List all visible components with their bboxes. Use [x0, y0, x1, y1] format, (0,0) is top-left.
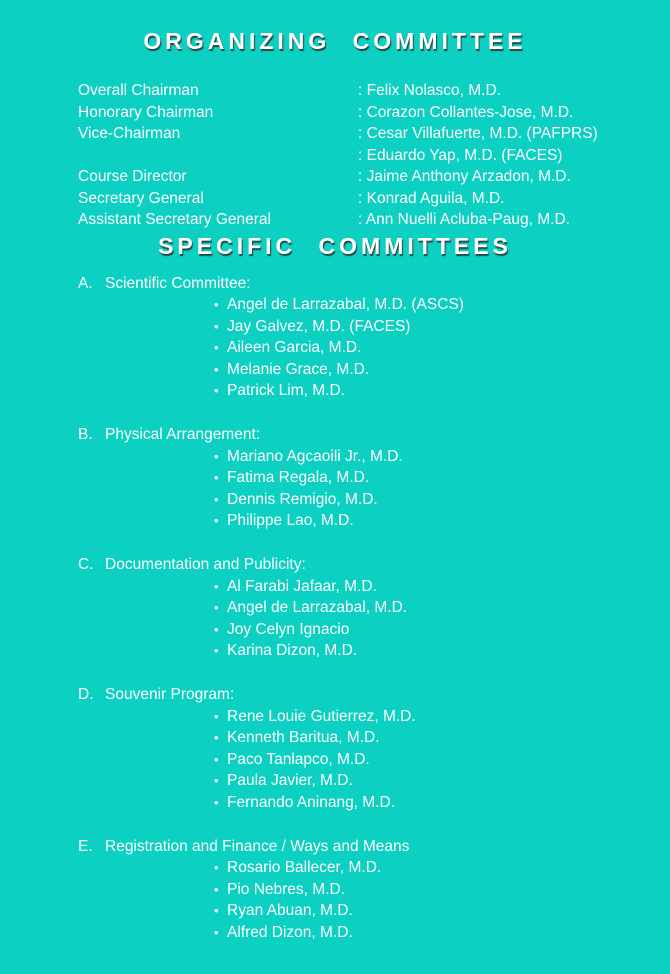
member-name: Al Farabi Jafaar, M.D. [227, 577, 377, 595]
member-name: Kenneth Baritua, M.D. [227, 729, 380, 746]
member-item [78, 380, 670, 402]
organizing-committee-title: ORGANIZING COMMITTEE [143, 28, 527, 54]
committee-entry: : Jaime Anthony Arzadon, M.D. [358, 168, 571, 185]
section-letter: D. [78, 686, 94, 703]
member-name: Ryan Abuan, M.D. [227, 902, 353, 919]
bullet-icon: • [214, 621, 219, 637]
committee-entry: : Ann Nuelli Acluba-Paug, M.D. [358, 211, 570, 228]
section-heading: Scientific Committee: [105, 274, 251, 292]
member-item [78, 467, 670, 489]
member-name: Philippe Lao, M.D. [227, 512, 354, 529]
member-name: Aileen Garcia, M.D. [227, 339, 362, 356]
section-letter: A. [78, 274, 93, 292]
member-name: Angel de Larrazabal, M.D. [227, 599, 408, 616]
committee-section [78, 836, 670, 944]
committee-role: Secretary General [78, 189, 204, 207]
committee-entry: : Konrad Aguila, M.D. [358, 189, 505, 207]
committee-row [78, 102, 670, 124]
committee-row [78, 80, 670, 102]
bullet-icon: • [214, 318, 219, 334]
member-name: Karina Dizon, M.D. [227, 642, 358, 659]
bullet-icon: • [214, 708, 219, 724]
member-name: Pio Nebres, M.D. [227, 880, 346, 898]
bullet-icon: • [214, 903, 219, 918]
member-list [78, 706, 670, 814]
member-item [78, 749, 670, 771]
member-item [78, 770, 670, 792]
member-name: Rosario Ballecer, M.D. [227, 859, 382, 876]
member-list [78, 576, 670, 662]
member-item [78, 922, 670, 944]
committee-role: Assistant Secretary General [78, 211, 271, 228]
committee-role: Course Director [78, 168, 187, 185]
bullet-icon: • [214, 643, 219, 658]
bullet-icon: • [214, 470, 219, 485]
section-heading-row [78, 424, 670, 446]
committee-row [78, 123, 670, 145]
member-list [78, 446, 670, 532]
committee-role: Honorary Chairman [78, 103, 214, 121]
bullet-icon: • [214, 340, 219, 355]
member-item [78, 359, 670, 381]
member-item [78, 294, 670, 316]
bullet-icon: • [214, 448, 219, 464]
bullet-icon: • [214, 924, 219, 940]
member-item [78, 857, 670, 879]
section-heading: Documentation and Publicity: [105, 556, 306, 573]
member-name: Joy Celyn Ignacio [227, 620, 350, 638]
member-item [78, 879, 670, 901]
bullet-icon: • [214, 730, 219, 745]
member-name: Alfred Dizon, M.D. [227, 923, 353, 941]
bullet-icon: • [214, 860, 219, 875]
member-name: Fatima Regala, M.D. [227, 469, 370, 486]
member-name: Paula Javier, M.D. [227, 772, 353, 789]
bullet-icon: • [214, 491, 219, 507]
member-name: Fernando Aninang, M.D. [227, 793, 396, 811]
committee-entry: : Felix Nolasco, M.D. [358, 82, 501, 99]
member-item [78, 706, 670, 728]
member-item [78, 597, 670, 619]
committee-section [78, 684, 670, 813]
committee-role: Vice-Chairman [78, 125, 181, 142]
committee-entry: : Cesar Villafuerte, M.D. (PAFPRS) [358, 125, 598, 142]
section-heading-row [78, 554, 670, 576]
bullet-icon: • [214, 751, 219, 767]
member-item [78, 900, 670, 922]
committee-role [78, 145, 358, 167]
committee-section [78, 554, 670, 662]
bullet-icon: • [214, 773, 219, 788]
member-list [78, 857, 670, 943]
section-heading-row [78, 836, 670, 858]
bullet-icon: • [214, 578, 219, 594]
member-name: Patrick Lim, M.D. [227, 382, 345, 399]
section-letter: C. [78, 556, 94, 573]
member-item [78, 446, 670, 468]
member-name: Dennis Remigio, M.D. [227, 490, 378, 508]
member-item [78, 792, 670, 814]
bullet-icon: • [214, 881, 219, 897]
member-name: Mariano Agcaoili Jr., M.D. [227, 447, 403, 465]
member-item [78, 489, 670, 511]
section-heading: Registration and Finance / Ways and Means [105, 837, 410, 855]
organizing-committee-list [78, 80, 670, 231]
committee-row [78, 188, 670, 210]
bullet-icon: • [214, 361, 219, 377]
bullet-icon: • [214, 600, 219, 615]
committee-section [78, 273, 670, 402]
member-name: Rene Louie Gutierrez, M.D. [227, 707, 416, 725]
member-name: Paco Tanlapco, M.D. [227, 750, 370, 768]
committee-row [78, 166, 670, 188]
section-heading-row [78, 273, 670, 295]
member-name: Angel de Larrazabal, M.D. (ASCS) [227, 296, 464, 313]
member-item [78, 576, 670, 598]
committee-entry: : Corazon Collantes-Jose, M.D. [358, 103, 574, 121]
bullet-icon: • [214, 794, 219, 810]
member-item [78, 510, 670, 532]
member-name: Melanie Grace, M.D. [227, 360, 370, 378]
section-heading: Physical Arrangement: [105, 426, 261, 443]
bullet-icon: • [214, 383, 219, 398]
specific-committees-sections [78, 273, 670, 944]
member-list [78, 294, 670, 402]
bullet-icon: • [214, 513, 219, 528]
member-item [78, 640, 670, 662]
committee-entry: : Eduardo Yap, M.D. (FACES) [358, 146, 563, 164]
committee-row [78, 209, 670, 231]
member-item [78, 337, 670, 359]
member-item [78, 316, 670, 338]
member-item [78, 619, 670, 641]
member-name: Jay Galvez, M.D. (FACES) [227, 317, 411, 335]
section-letter: E. [78, 837, 93, 855]
specific-committees-title: SPECIFIC COMMITTEES [158, 232, 512, 259]
committee-section [78, 424, 670, 532]
member-item [78, 727, 670, 749]
section-letter: B. [78, 426, 93, 443]
section-heading: Souvenir Program: [105, 686, 235, 703]
bullet-icon: • [214, 297, 219, 312]
committee-row [78, 145, 670, 167]
committee-role: Overall Chairman [78, 82, 199, 99]
section-heading-row [78, 684, 670, 706]
